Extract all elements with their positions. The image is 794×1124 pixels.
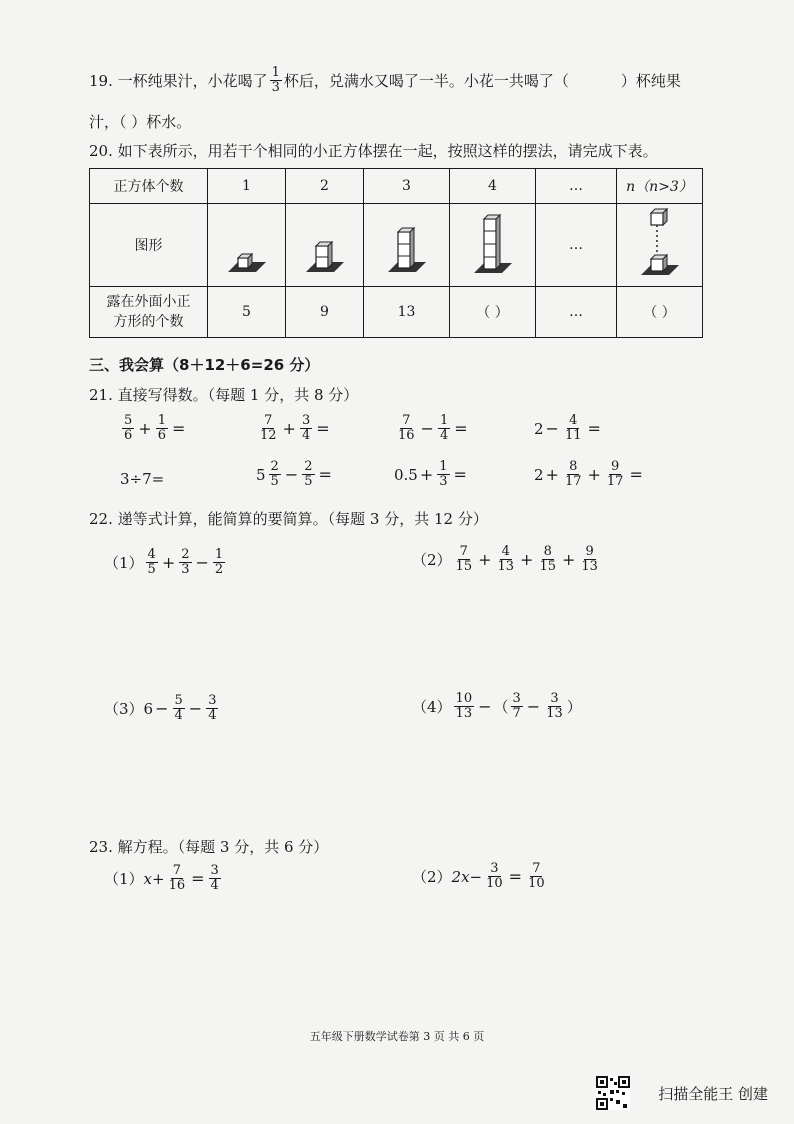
table-cell: 2 (286, 169, 364, 204)
q21-item-2: $\frac{7}{12}$ + $\frac{3}{4}$ = (260, 413, 330, 443)
q21-item-6: 5 $\frac{2}{5}$ − $\frac{2}{5}$ = (256, 459, 332, 489)
q22-problem-1: （1） $\frac{4}{5}$ + $\frac{2}{3}$ − $\frac{1}{2}$ (104, 547, 224, 577)
table-cell: n（n>3） (617, 169, 703, 204)
q19-fraction: $\frac{1}{3}$ (271, 65, 280, 95)
q21-item-4: 2 − $\frac{4}{11}$ = (534, 413, 601, 443)
cube-figure-1 (208, 204, 286, 287)
q21-item-5: 3÷7= (120, 470, 165, 488)
row3-label-b: 方形的个数 (113, 314, 184, 330)
table-cell: 图形 (90, 204, 208, 287)
q21-item-1: $\frac{5}{6}$ + $\frac{1}{6}$ = (124, 413, 186, 443)
table-cell: … (536, 204, 617, 287)
q22-problem-3: （3） 6 − $\frac{5}{4}$ − $\frac{3}{4}$ (104, 693, 217, 723)
answer-blank-4[interactable]: （ ） (450, 287, 536, 338)
cube-figure-2 (286, 204, 364, 287)
q21-item-3: $\frac{7}{16}$ − $\frac{1}{4}$ = (398, 413, 468, 443)
q19-text-b: 杯后，兑满水又喝了一半。小花一共喝了（ (283, 72, 569, 90)
table-row (90, 169, 703, 204)
section3-title: 三、我会算（8＋12＋6=26 分） (89, 356, 320, 374)
scanner-brand: 扫描全能王 创建 (658, 1085, 768, 1103)
answer-blank-n[interactable]: （ ） (617, 287, 703, 338)
cube-figure-n (617, 204, 703, 287)
q23-title: 23. 解方程。（每题 3 分，共 6 分） (89, 838, 329, 856)
q21-item-8: 2 + $\frac{8}{17}$ + $\frac{9}{17}$ = (534, 459, 643, 489)
table-cell: 13 (364, 287, 450, 338)
q20-intro: 20. 如下表所示，用若干个相同的小正方体摆在一起，按照这样的摆法，请完成下表。 (89, 142, 658, 160)
q19-line1 (89, 66, 681, 95)
table-cell: 正方体个数 (90, 169, 208, 204)
q19-text-a: 19. 一杯纯果汁，小花喝了 (89, 72, 268, 90)
page-footer: 五年级下册数学试卷第 3 页 共 6 页 (309, 1030, 485, 1043)
q22-title: 22. 递等式计算，能简算的要简算。（每题 3 分，共 12 分） (89, 510, 488, 528)
table-row (90, 204, 703, 287)
table-cell: 5 (208, 287, 286, 338)
q21-item-7: 0.5 + $\frac{1}{3}$ = (394, 459, 467, 489)
q21-title: 21. 直接写得数。（每题 1 分，共 8 分） (89, 386, 359, 404)
q23-equation-2: （2） 2x− $\frac{3}{10}$ = $\frac{7}{10}$ (412, 861, 545, 891)
table-cell: … (536, 287, 617, 338)
q20-table (89, 168, 703, 338)
q22-problem-2: （2） $\frac{7}{15}$ + $\frac{4}{13}$ + $\frac{8}{15}$ + $\frac{9}{13}$ (412, 544, 598, 574)
cube-figure-3 (364, 204, 450, 287)
q23-equation-1: （1） x+ $\frac{7}{16}$ = $\frac{3}{4}$ (104, 863, 219, 893)
cube-figure-4 (450, 204, 536, 287)
table-cell (90, 287, 208, 338)
q22-problem-4: （4） $\frac{10}{13}$ − （ $\frac{3}{7}$ − $\frac{3}{13}$ ） (412, 691, 582, 721)
table-cell: 1 (208, 169, 286, 204)
table-cell: 4 (450, 169, 536, 204)
table-cell: 3 (364, 169, 450, 204)
q19-line2: 汁，（ ）杯水。 (89, 113, 192, 131)
table-cell: … (536, 169, 617, 204)
row3-label-a: 露在外面小正 (106, 294, 191, 310)
qr-code-icon (596, 1076, 630, 1110)
table-cell: 9 (286, 287, 364, 338)
q19-text-c: ）杯纯果 (620, 72, 681, 90)
table-row (90, 287, 703, 338)
